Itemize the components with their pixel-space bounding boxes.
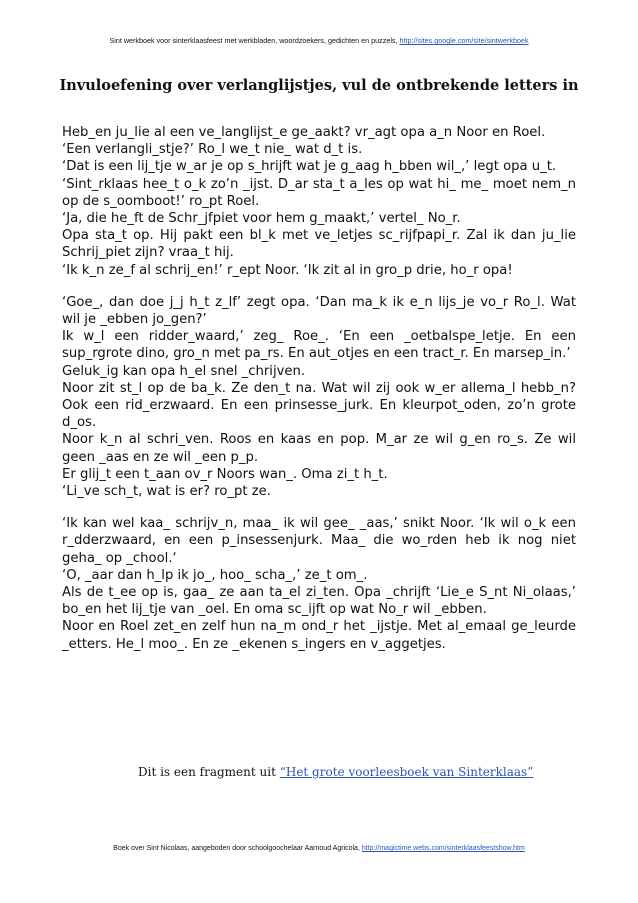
- paragraph: ‘O, _aar dan h_lp ik jo_, hoo_ scha_,’ ze_t om_.: [62, 567, 368, 583]
- paragraph: ‘Goe_, dan doe j_j h_t z_lf’ zegt opa. ‘Dan ma_k ik e_n lijs_je vo_r Ro_l. Wat wil je _ebben jo_gen?’: [62, 294, 576, 328]
- source-credit: [138, 765, 588, 779]
- paragraph: ‘Ik kan wel kaa_ schrijv_n, maa_ ik wil gee_ _aas,’ snikt Noor. ‘Ik wil o_k een r_dderzwaard, en een p_insessenjurk. Maa_ die wo_rden heb ik nog niet geha_ op _chool.‘: [62, 516, 576, 566]
- footer-text: Boek over Sint Nicolaas, aangeboden door schoolgoochelaar Aarnoud Agricola,: [113, 845, 362, 852]
- header-text: Sint werkboek voor sinterklaasfeest met werkbladen, woordzoekers, gedichten en puzzels,: [109, 36, 400, 45]
- paragraph: ‘Sint_rklaas hee_t o_k zo’n _ijst. D_ar sta_t a_les op wat hi_ me_ moet nem_n op de s_oomboot!’ ro_pt Roel.: [62, 176, 576, 209]
- footer-link[interactable]: http://magictime.webs.com/sinterklaasfeestshow.htm: [361, 845, 525, 852]
- paragraph: Als de t_ee op is, gaa_ ze aan ta_el zi_ten. Opa _chrijft ‘Lie_e S_nt Ni_olaas,’ bo_en het lij_tje van _oel. En oma sc_ijft op wat No_r wil _ebben.: [62, 585, 576, 618]
- credit-text: Dit is een fragment uit: [138, 765, 280, 779]
- exercise-text: [62, 124, 576, 653]
- header-link[interactable]: http://sites.google.com/site/sintwerkboek: [399, 36, 529, 45]
- paragraph-gap: [62, 500, 576, 515]
- paragraph: ‘Ik k_n ze_f al schrij_en!’ r_ept Noor. ‘Ik zit al in gro_p drie, ho_r opa!: [62, 262, 513, 278]
- page-title: Invuloefening over verlanglijstjes, vul de ontbrekende letters in: [59, 77, 579, 94]
- paragraph: Ik w_l een ridder_waard,’ zeg_ Roe_. ‘En een _oetbalspe_letje. En een sup_rgrote dino, gro_n met pa_rs. En aut_otjes en een tract_r. En marsep_in.’: [62, 329, 576, 362]
- paragraph: Geluk_ig kan opa h_el snel _chrijven.: [62, 363, 306, 379]
- paragraph: Noor en Roel zet_en zelf hun na_m ond_r het _ijstje. Met al_emaal ge_leurde _etters. He_l moo_. En ze _ekenen s_ingers en v_aggetjes.: [62, 619, 576, 652]
- paragraph: Noor zit st_l op de ba_k. Ze den_t na. Wat wil zij ook w_er allema_l hebb_n? Ook een rid_erzwaard. En een prinsesse_jurk. En kleurpot_oden, zo’n grote d_os.: [62, 380, 576, 431]
- paragraph: ‘Een verlangli_stje?’ Ro_l we_t nie_ wat d_t is.: [62, 142, 363, 158]
- paragraph: Opa sta_t op. Hij pakt een bl_k met ve_letjes sc_rijfpapi_r. Zal ik dan ju_lie Schrij_piet zijn? vraa_t hij.: [62, 228, 576, 261]
- paragraph: ‘Li_ve sch_t, wat is er? ro_pt ze.: [62, 484, 271, 500]
- paragraph: Heb_en ju_lie al een ve_langlijst_e ge_aakt? vr_agt opa a_n Noor en Roel.: [62, 125, 546, 140]
- paragraph: Er glij_t een t_aan ov_r Noors wan_. Oma zi_t h_t.: [62, 466, 388, 482]
- credit-link[interactable]: “Het grote voorleesboek van Sinterklaas”: [279, 765, 534, 779]
- page-header: [0, 36, 638, 45]
- paragraph: ‘Ja, die he_ft de Schr_jfpiet voor hem g_maakt,’ vertel_ No_r.: [62, 211, 461, 227]
- paragraph-gap: [62, 279, 576, 294]
- paragraph: Noor k_n al schri_ven. Roos en kaas en pop. M_ar ze wil g_en ro_s. Ze wil geen _aas en ze wil _een p_p.: [62, 432, 576, 465]
- page-footer: [0, 845, 638, 852]
- paragraph: ‘Dat is een lij_tje w_ar je op s_hrijft wat je g_aag h_bben wil_,’ legt opa u_t.: [62, 159, 557, 175]
